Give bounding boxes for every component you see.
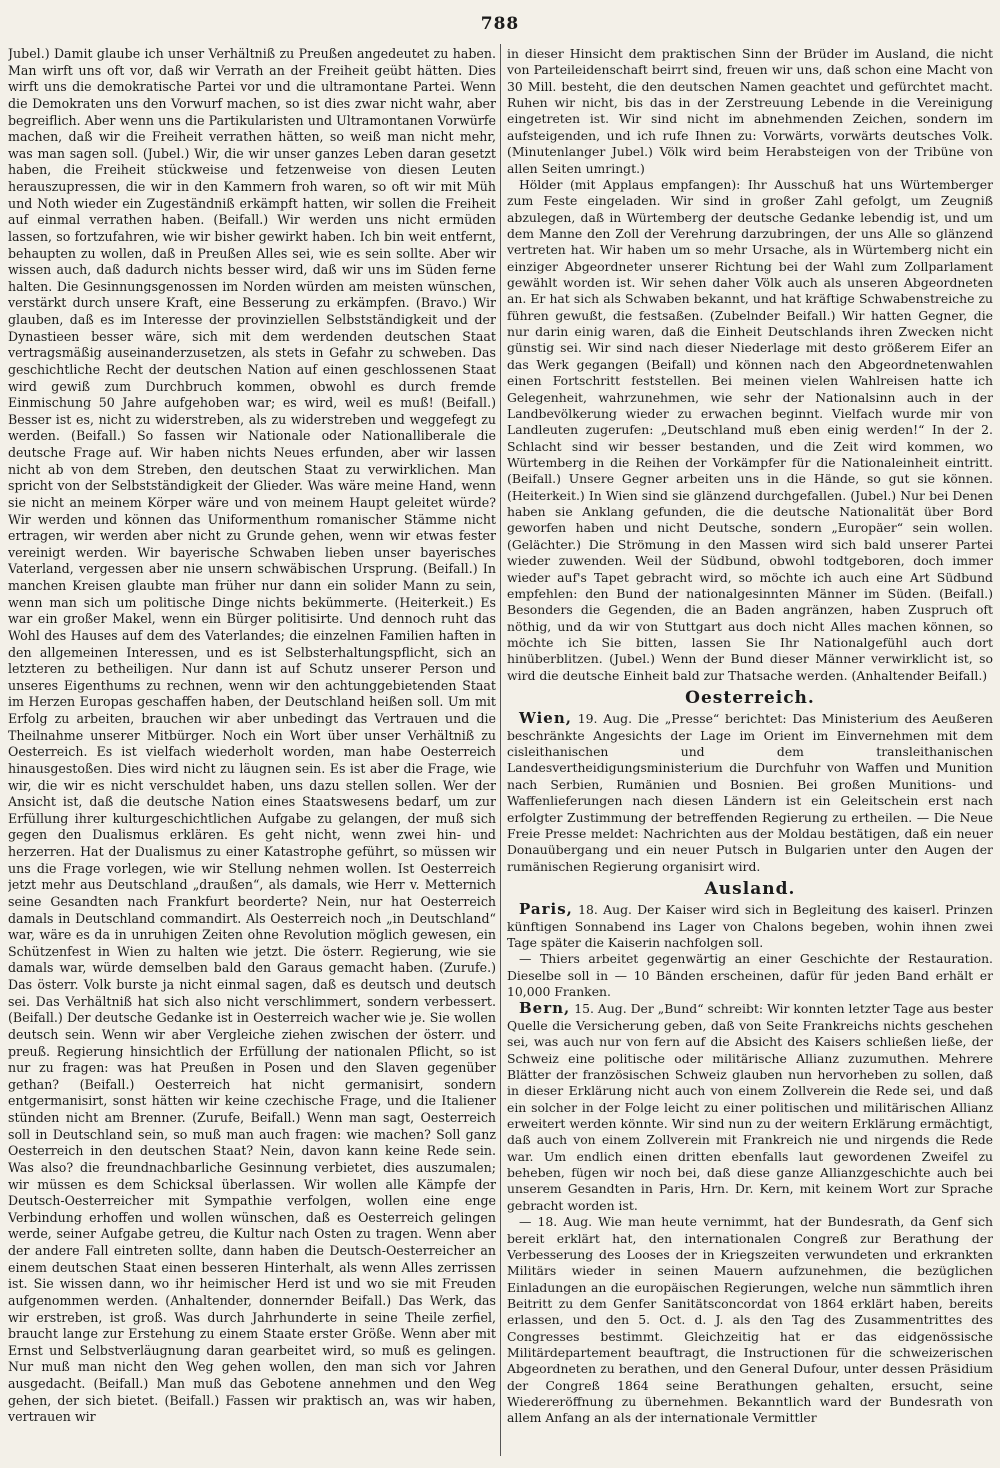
bern-article-text: 15. Aug. Der „Bund“ schreibt: Wir konnten letzter Tage aus bester Quelle die Versicherung geben, daß von Seite Frankreichs nichts geschehen sei, was auch nur von fern auf die Absicht des Kaisers schließen ließe, der Schweiz eine politische oder militärische Allianz zuzumuthen. Mehrere Blätter der französischen Schweiz glauben nun hervorheben zu sollen, daß in dieser Erklärung nicht auch von einem Zollverein die Rede sei, und daß ein solcher in der Folge leicht zu einer politischen und militärischen Allianz erweitert werden könnte. Wir sind nun zu der weitern Erklärung ermächtigt, daß auch von einem Zollverein mit Frankreich nie und nirgends die Rede war. Um endlich einen dritten ebenfalls laut gewordenen Zweifel zu beheben, fügen wir noch bei, daß diese ganze Allianzgeschichte auch bei unserem Gesandten in Paris, Hrn. Dr. Kern, mit keinem Wort zur Sprache gebracht worden ist. — [507, 1001, 993, 1213]
wien-article — [507, 710, 993, 875]
bern-dateline: Bern, — [519, 999, 571, 1018]
paris-article-text: 18. Aug. Der Kaiser wird sich in Begleitung des kaiserl. Prinzen künftigen Sonnabend ins Lager von Chalons begeben, wohin ihnen zwei Tage später die Kaiserin nachfolgen soll. — [507, 902, 993, 951]
speech-continuation-text: in dieser Hinsicht dem praktischen Sinn der Brüder im Ausland, die nicht von Parteileidenschaft beirrt sind, freuen wir uns, daß schon eine Macht von 30 Mill. besteht, die den deutschen Namen geachtet und gefürchtet macht. Ruhen wir nicht, bis das in der Zerstreuung Lebende in die Vereinigung eingetreten ist. Wir sind nicht im abnehmenden Zeichen, sondern im aufsteigenden, und ich rufe Ihnen zu: Vorwärts, vorwärts deutsches Volk. (Minutenlanger Jubel.) Völk wird beim Herabsteigen von der Tribüne von allen Seiten umringt.) — [507, 46, 993, 176]
bern-aug18-article-text: — 18. Aug. Wie man heute vernimmt, hat der Bundesrath, da Genf sich bereit erklärt hat, den internationalen Congreß zur Berathung der Verbesserung des Looses der in Kriegszeiten verwundeten und erkrankten Militärs wieder in seinen Mauern aufzunehmen, die bezüglichen Einladungen an die europäischen Regierungen, welche nun sämmtlich ihren Beitritt zu dem Genfer Sanitätsconcordat von 1864 erklärt haben, bereits erlassen, und den 5. Oct. d. J. als den Tag des Zusammentrittes des Congresses bestimmt. Gleichzeitig hat er das eidgenössische Militärdepartement beauftragt, die Instructionen für die schweizerischen Abgeordneten zu berathen, und den General Dufour, unter dessen Präsidium der Congreß 1864 seine Berathungen gehalten, ersucht, seine Wiedereröffnung zu übernehmen. Bekanntlich ward der Bundesrath von allem Anfang an als der internationale Vermittler — [507, 1214, 993, 1426]
section-heading-oesterreich: Oesterreich. — [685, 688, 815, 709]
hoelder-speech-text: Hölder (mit Applaus empfangen): Ihr Ausschuß hat uns Würtemberger zum Feste eingeladen. Wir sind in großer Zahl gefolgt, um Zeugniß abzulegen, daß in Würtemberg der deutsche Gedanke lebendig ist, und um dem Manne den Zoll der Verehrung darzubringen, der uns Alle so glänzend vertreten hat. Wir haben um so mehr Ursache, als in Würtemberg nicht ein einziger Abgeordneter unserer Richtung bei der Wahl zum Zollparlament gewählt worden ist. Wir sehen daher Völk auch als unseren Abgeordneten an. Er hat sich als Schwaben bekannt, und hat kräftige Schwabenstreiche zu führen gewußt, die festsaßen. (Zubelnder Beifall.) Wir hatten Gegner, die nur darin einig waren, daß die Einheit Deutschlands ihren Zwecken nicht günstig sei. Wir sind nach dieser Niederlage mit desto größerem Eifer an das Werk gegangen (Beifall) und können nach den Abgeordnetenwahlen einen Fortschritt feststellen. Bei meinen vielen Wahlreisen hatte ich Gelegenheit, wahrzunehmen, wie sehr der Nationalsinn auch in der Landbevölkerung wieder zu erwachen beginnt. Vielfach wurde mir von Landleuten zugerufen: „Deutschland muß eben einig werden!“ In der 2. Schlacht sind wir besser bestanden, und die Zeit wird kommen, wo Würtemberg in die Reihen der Vorkämpfer für die Nationaleinheit eintritt. (Beifall.) Unsere Gegner arbeiten uns in die Hände, so gut sie können. (Heiterkeit.) In Wien sind sie glänzend durchgefallen. (Jubel.) Nur bei Denen haben sie Anklang gefunden, die die deutsche Nationalität über Bord geworfen haben und nicht Deutsche, sondern „Europäer“ sein wollen. (Gelächter.) Die Strömung in den Massen wird sich bald unserer Partei wieder zuwenden. Weil der Südbund, obwohl todtgeboren, doch immer wieder auf's Tapet gebracht wird, so möchte ich auch eine Art Südbund empfehlen: den Bund der nationalgesinnten Männer im Süden. (Beifall.) Besonders die Gegenden, die an Baden angränzen, haben Zuspruch oft nöthig, und da wir von Stuttgart aus doch nicht Alles machen können, so möchte ich Sie bitten, lassen Sie Ihr Nationalgefühl auch dort hinüberblitzen. (Jubel.) Wenn der Bund dieser Männer verwirklicht ist, so wird die deutsche Einheit bald zur Thatsache werden. (Anhaltender Beifall.) — [507, 176, 993, 683]
page-number: 788 — [480, 14, 520, 34]
paris-article — [507, 901, 993, 951]
paris-dateline: Paris, — [519, 900, 573, 919]
wien-dateline: Wien, — [519, 709, 572, 728]
bern-article — [507, 1000, 993, 1214]
thiers-article-text: — Thiers arbeitet gegenwärtig an einer Geschichte der Restauration. Dieselbe soll in — 10 Bänden erscheinen, dafür für jeden Band erhält er 10,000 Franken. — [507, 951, 993, 1000]
left-column-text: Jubel.) Damit glaube ich unser Verhältniß zu Preußen angedeutet zu haben. Man wirft uns oft vor, daß wir Verrath an der Freiheit geübt hätten. Dies wirft uns die demokratische Partei vor und die ultramontane Partei. Wenn die Demokraten uns den Vorwurf machen, so ist dies zwar nicht wahr, aber begreiflich. Aber wenn uns die Partikularisten und Ultramontanen Vorwürfe machen, daß wir die Freiheit verrathen hätten, so weiß man nicht mehr, was man sagen soll. (Jubel.) Wir, die wir unser ganzes Leben daran gesetzt haben, die Freiheit stückweise und fetzenweise von diesen Leuten herauszupressen, die wir in den Kammern froh waren, so oft wir mit Müh und Noth wieder ein Zugeständniß erkämpft hatten, wir sollen die Freiheit auf einmal verrathen haben. (Beifall.) Wir werden uns nicht ermüden lassen, so fortzufahren, wie wir bisher gewirkt haben. Ich bin weit entfernt, behaupten zu wollen, daß in Preußen Alles sei, wie es sein sollte. Aber wir wissen auch, daß dadurch nichts besser wird, daß wir uns im Süden ferne halten. Die Gesinnungsgenossen im Norden würden am meisten wünschen, verstärkt durch unsere Kraft, eine Besserung zu erkämpfen. (Bravo.) Wir glauben, daß es im Interesse der provinziellen Selbstständigkeit und der Dynastieen besser wäre, sich mit dem werdenden deutschen Staat vertragsmäßig auseinanderzusetzen, als stets in Gefahr zu schweben. Das geschichtliche Recht der deutschen Nation auf einen geschlossenen Staat wird gewiß zum Durchbruch kommen, obwohl es durch fremde Einmischung 50 Jahre aufgehoben war; es wird, weil es muß! (Beifall.) Besser ist es, nicht zu widerstreben, als zu widerstreben und weggefegt zu werden. (Beifall.) So fassen wir Nationale oder Nationalliberale die deutsche Frage auf. Wir haben nichts Neues erfunden, aber wir lassen nicht ab von dem Streben, den deutschen Staat zu verwirklichen. Man spricht von der Selbstständigkeit der Glieder. Was wäre meine Hand, wenn sie nicht an meinem Körper wäre und von meinem Haupt geleitet würde? Wir werden und können das Uniformenthum romanischer Stämme nicht ertragen, wir werden aber nicht zu Grunde gehen, wenn wir etwas fester vereinigt werden. Wir bayerische Schwaben lieben unser bayerisches Vaterland, vergessen aber nie unsern schwäbischen Ursprung. (Beifall.) In manchen Kreisen glaubte man früher nur dann ein solider Mann zu sein, wenn man sich um politische Dinge nichts bekümmerte. (Heiterkeit.) Es war ein großer Makel, wenn ein Bürger politisirte. Und dennoch ruht das Wohl des Hauses auf dem des Vaterlandes; die einzelnen Familien haften in den allgemeinen Interessen, und es ist Selbsterhaltungspflicht, sich an letzteren zu betheiligen. Nur dann ist auf Schutz unserer Person und unseres Eigenthums zu rechnen, wenn wir den achtunggebietenden Staat im Herzen Europas geschaffen haben, der Deutschland heißen soll. Um mit Erfolg zu arbeiten, brauchen wir aber unbedingt das Vertrauen und die Theilnahme unserer Mitbürger. Noch ein Wort über unser Verhältniß zu Oesterreich. Es ist vielfach wiederholt worden, man habe Oesterreich hinausgestoßen. Dies wird nicht zu läugnen sein. Es ist aber die Frage, wie wir, die wir es nicht verschuldet haben, uns dazu stellen sollen. Wer der Ansicht ist, daß die deutsche Nation eines Staatswesens bedarf, um zur Erfüllung ihrer kulturgeschichtlichen Aufgabe zu gelangen, der muß sich gegen den Dualismus erklären. Es geht nicht, wenn zwei hin- und herzerren. Hat der Dualismus zu einer Katastrophe geführt, so müssen wir uns die Frage vorlegen, wie wir Stellung nehmen wollen. Ist Oesterreich jetzt mehr aus Deutschland „draußen“, als damals, wie Herr v. Metternich seine Gesandten nach Frankfurt beorderte? Nein, nur hat Oesterreich damals in Deutschland commandirt. Als Oesterreich noch „in Deutschland“ war, wäre es da in unruhigen Zeiten ohne Revolution möglich gewesen, ein Schützenfest in Wien zu halten wie jetzt. Die österr. Regierung, wie sie damals war, würde demselben bald den Garaus gemacht haben. (Zurufe.) Das österr. Volk burste ja nicht einmal sagen, daß es deutsch und deutsch sei. Das Verhältniß hat sich also nicht verschlimmert, sondern verbessert. (Beifall.) Der deutsche Gedanke ist in Oesterreich wacher wie je. Sie wollen deutsch sein. Wenn wir aber Vergleiche ziehen zwischen der österr. und preuß. Regierung hinsichtlich der Erfüllung der nationalen Pflicht, so ist nur zu fragen: was hat Preußen in Posen und den Slaven gegenüber gethan? (Beifall.) Oesterreich hat nicht germanisirt, sondern entgermanisirt, sonst hätten wir keine czechische Frage, und die Italiener stünden nicht am Brenner. (Zurufe, Beifall.) Wenn man sagt, Oesterreich soll in Deutschland sein, so muß man auch fragen: wie machen? Soll ganz Oesterreich in den deutschen Staat? Nein, davon kann keine Rede sein. Was also? die freundnachbarliche Gesinnung verbietet, dies auszumalen; wir müssen es dem Schicksal überlassen. Wir wollen alle Kämpfe der Deutsch-Oesterreicher mit Sympathie verfolgen, wollen eine enge Verbindung erhoffen und wollen wünschen, daß es Oesterreich gelingen werde, seiner Aufgabe getreu, die Kultur nach Osten zu tragen. Wenn aber der andere Fall eintreten sollte, dann haben die Deutsch-Oesterreicher an einem deutschen Staat einen besseren Hinterhalt, als wenn Alles zerrissen ist. Sie wissen dann, wo ihr heimischer Herd ist und wo sie mit Freuden aufgenommen werden. (Anhaltender, donnernder Beifall.) Das Werk, das wir erstreben, ist groß. Was durch Jahrhunderte in seine Theile zerfiel, braucht lange zur Erstehung zu einem Staate erster Größe. Wenn aber mit Ernst und Selbstverläugnung daran gearbeitet wird, so muß es gelingen. Nur muß man nicht den Weg gehen wollen, den man sich vor Jahren ausgedacht. (Beifall.) Man muß das Gebotene annehmen und den Weg gehen, der sich bietet. (Beifall.) Fassen wir praktisch an, was wir haben, vertrauen wir — [8, 46, 496, 1425]
wien-article-text: 19. Aug. Die „Presse“ berichtet: Das Ministerium des Aeußeren beschränkte Angesichts der Lage im Orient im Einvernehmen mit dem cisleithanischen und dem transleithanischen Landesvertheidigungsministerium die Durchfuhr von Waffen und Munition nach Serbien, Rumänien und Bosnien. Bei großen Munitions- und Waffenlieferungen nach diesen Ländern ist ein Geleitschein erst nach erfolgter Zustimmung der betreffenden Regierung zu ertheilen. — Die Neue Freie Presse meldet: Nachrichten aus der Moldau bestätigen, daß ein neuer Donauübergang und ein neuer Putsch in Bulgarien unter den Augen der rumänischen Regierung organisirt wird. — [507, 711, 993, 874]
section-heading-ausland: Ausland. — [704, 878, 796, 899]
column-divider — [500, 44, 501, 1456]
left-column — [8, 46, 496, 1454]
right-column — [507, 46, 993, 1454]
